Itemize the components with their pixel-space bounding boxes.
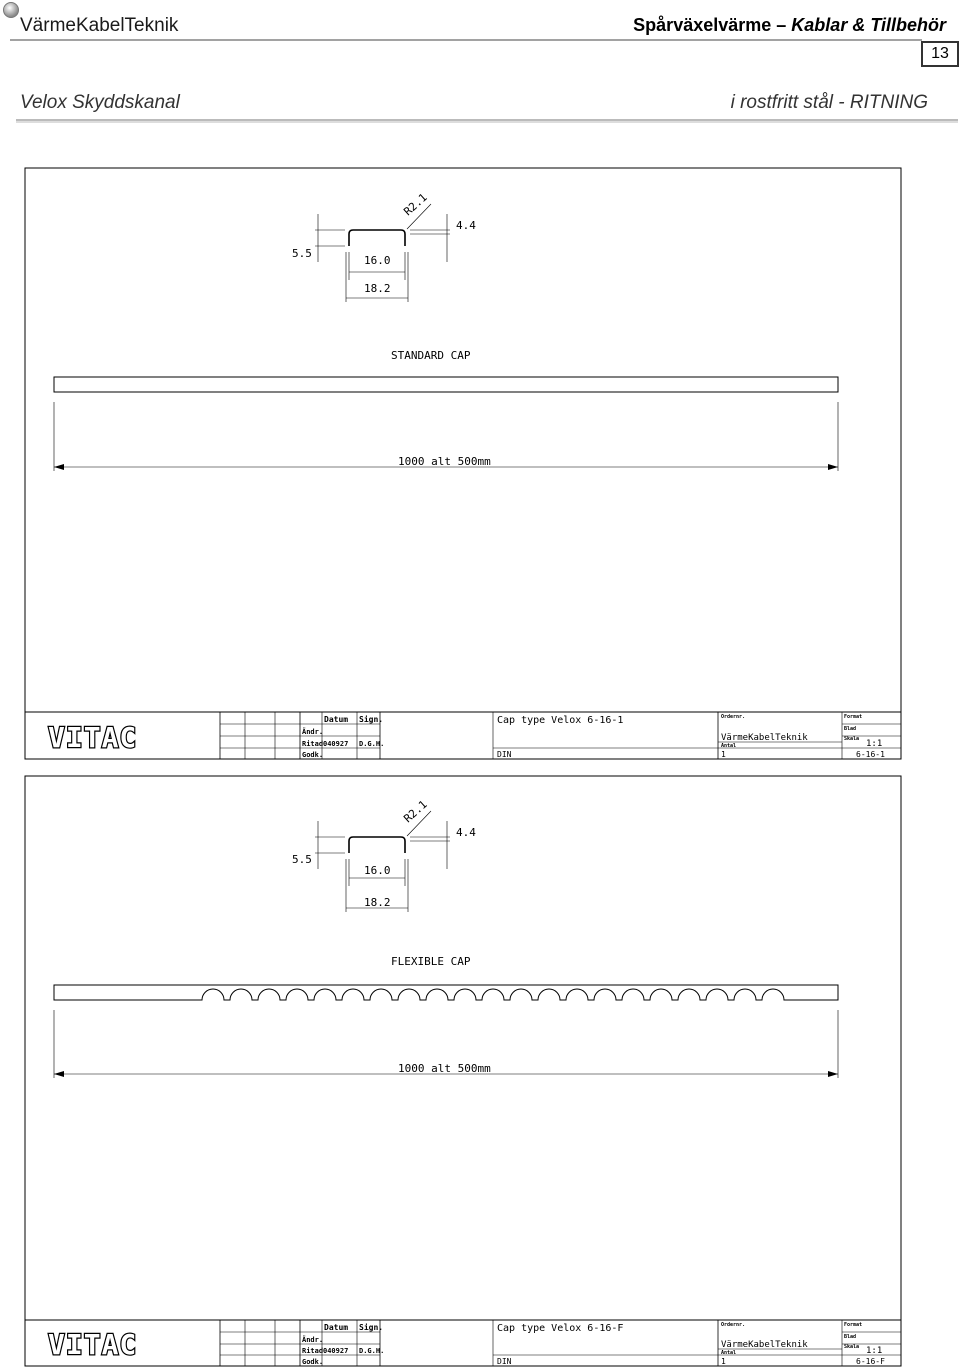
brand-name: VärmeKabelTeknik [20, 15, 179, 36]
tb-drawing-title: Cap type Velox 6-16-F [497, 1323, 624, 1334]
dim-radius: R2.1 [401, 797, 430, 826]
dim-outer-width: 18.2 [364, 282, 391, 295]
title-italic: Kablar & Tillbehör [791, 15, 946, 35]
drawing-sheet-standard [25, 168, 901, 759]
length-label: 1000 alt 500mm [398, 455, 491, 468]
title-main: Spårväxelvärme [633, 15, 772, 35]
tb-skala: 1:1 [866, 1346, 883, 1356]
tb-blad: Blad [844, 726, 857, 732]
tb-company: VärmeKabelTeknik [721, 733, 808, 743]
dim-radius: R2.1 [401, 190, 430, 219]
tb-row-andr: Ändr. [302, 728, 324, 736]
vitac-logo: VITAC [48, 721, 138, 754]
tb-skala: 1:1 [866, 739, 883, 749]
tb-drawing-no: 6-16-F [856, 1357, 885, 1366]
tb-row-andr: Ändr. [302, 1336, 324, 1344]
tb-antal-label: Antal [721, 1350, 737, 1356]
tb-din: DIN [497, 750, 512, 759]
dim-top: 4.4 [456, 219, 476, 232]
tb-skala-label: Skala [844, 736, 860, 742]
subtitle-left: Velox Skyddskanal [20, 92, 180, 113]
tb-ordernr: Ordernr. [721, 1322, 746, 1328]
tb-ritad-date: 040927 [323, 740, 349, 748]
dim-outer-width: 18.2 [364, 896, 391, 909]
drawing-sheet-flexible [25, 776, 901, 1366]
cap-label: STANDARD CAP [391, 349, 471, 362]
length-label: 1000 alt 500mm [398, 1062, 491, 1075]
tb-drawing-title: Cap type Velox 6-16-1 [497, 715, 624, 726]
dim-top: 4.4 [456, 826, 476, 839]
tb-ritad-sign: D.G.H. [359, 740, 385, 748]
tb-ritad-sign: D.G.H. [359, 1347, 385, 1355]
tb-row-godk: Godk. [302, 1358, 324, 1366]
tb-row-ritad: Ritad [302, 1347, 324, 1355]
page-number: 13 [921, 41, 959, 67]
tb-blad: Blad [844, 1334, 857, 1340]
tb-format: Format [844, 714, 863, 720]
tb-din: DIN [497, 1357, 512, 1366]
tb-drawing-no: 6-16-1 [856, 750, 885, 759]
dim-height: 5.5 [292, 247, 312, 260]
cap-side-view [54, 377, 838, 392]
tb-col-datum: Datum [324, 1323, 349, 1332]
tb-antal: 1 [721, 1357, 726, 1366]
vitac-logo: VITAC [48, 1328, 138, 1361]
dim-height: 5.5 [292, 853, 312, 866]
tb-antal: 1 [721, 750, 726, 759]
tb-company: VärmeKabelTeknik [721, 1340, 808, 1350]
cap-label: FLEXIBLE CAP [391, 955, 471, 968]
cap-side-view-corrugated [54, 985, 838, 1000]
title-dash: – [771, 15, 792, 35]
dim-inner-width: 16.0 [364, 864, 391, 877]
tb-ordernr: Ordernr. [721, 714, 746, 720]
tb-col-datum: Datum [324, 715, 349, 724]
tb-col-sign: Sign. [359, 715, 384, 724]
tb-antal-label: Antal [721, 743, 737, 749]
tb-skala-label: Skala [844, 1344, 860, 1350]
dim-inner-width: 16.0 [364, 254, 391, 267]
subtitle-right: i rostfritt stål - RITNING [730, 92, 928, 113]
tb-row-godk: Godk. [302, 751, 324, 759]
tb-format: Format [844, 1322, 863, 1328]
tb-ritad-date: 040927 [323, 1347, 349, 1355]
tb-col-sign: Sign. [359, 1323, 384, 1332]
tb-row-ritad: Ritad [302, 740, 324, 748]
